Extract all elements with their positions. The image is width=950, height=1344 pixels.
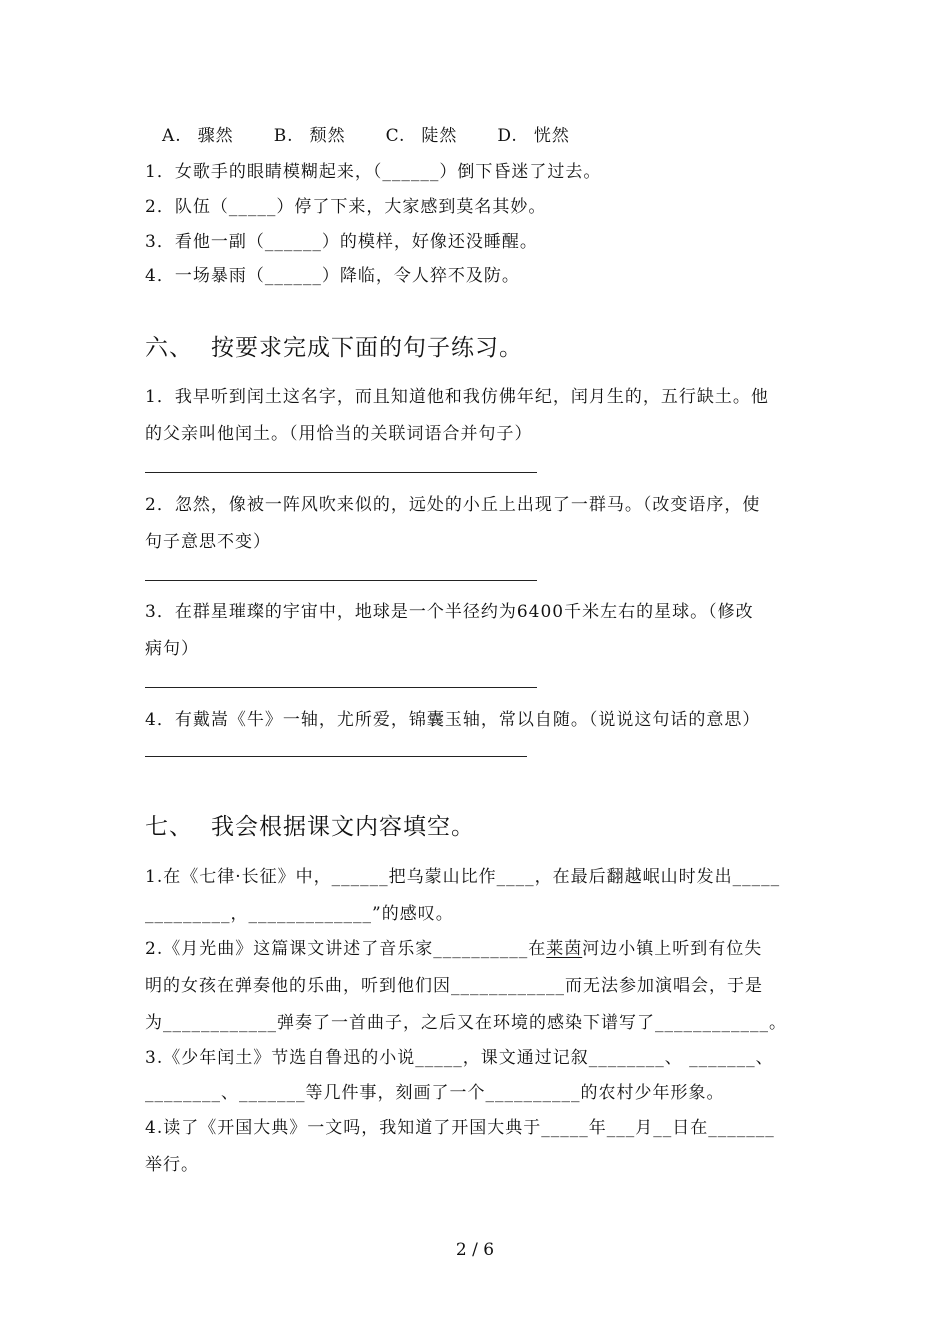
option-b: B. 颓然 xyxy=(273,126,346,146)
sec7-q4-line-1: 4.读了《开国大典》一文吗，我知道了开国大典于_____年___月__日在_______ xyxy=(145,1118,775,1138)
sec7-q2-line-1: 2.《月光曲》这篇课文讲述了音乐家__________在莱茵河边小镇上听到有位失 xyxy=(145,939,763,959)
sec7-q2-line-2: 明的女孩在弹奏他的乐曲，听到他们因____________而无法参加演唱会，于是 xyxy=(145,976,763,996)
sec6-q3-line-2: 病句） xyxy=(145,639,199,659)
sec6-q2-line-2: 句子意思不变） xyxy=(145,532,271,552)
sec7-q1-line-2: _________，_____________”的感叹。 xyxy=(145,904,454,924)
sec6-q3-line-1: 3．在群星璀璨的宇宙中，地球是一个半径约为6400千米左右的星球。（修改 xyxy=(145,602,754,622)
sec5-item-3: 3．看他一副（______）的模样，好像还没睡醒。 xyxy=(145,232,538,252)
sec5-item-1: 1．女歌手的眼睛模糊起来，（______）倒下昏迷了过去。 xyxy=(145,162,602,182)
sec7-q3-line-1: 3.《少年闰土》节选自鲁迅的小说_____，课文通过记叙________、 _______、 xyxy=(145,1048,774,1068)
answer-line-2[interactable] xyxy=(145,580,537,581)
answer-line-3[interactable] xyxy=(145,687,537,688)
sec6-q1-line-1: 1．我早听到闰土这名字，而且知道他和我仿佛年纪，闰月生的，五行缺土。他 xyxy=(145,387,769,407)
page-number: 2 / 6 xyxy=(455,1240,495,1260)
place-name-underlined: 莱茵 xyxy=(546,939,583,959)
sec7-q2-line-3: 为____________弹奏了一首曲子，之后又在环境的感染下谱写了____________。 xyxy=(145,1013,787,1033)
section-6-heading: 六、 按要求完成下面的句子练习。 xyxy=(145,335,523,361)
sec5-item-4: 4．一场暴雨（______）降临，令人猝不及防。 xyxy=(145,266,520,286)
section-7-heading: 七、 我会根据课文内容填空。 xyxy=(145,814,475,840)
options-row xyxy=(162,121,610,146)
sec6-q2-line-1: 2．忽然，像被一阵风吹来似的，远处的小丘上出现了一群马。（改变语序，使 xyxy=(145,495,761,515)
sec7-q3-line-2: ________、_______等几件事，刻画了一个__________的农村少年形象。 xyxy=(145,1083,725,1103)
sec7-q1-line-1: 1.在《七律·长征》中，______把乌蒙山比作____，在最后翻越岷山时发出_____ xyxy=(145,867,781,887)
option-d: D. 恍然 xyxy=(497,126,570,146)
option-a: A. 骤然 xyxy=(162,126,234,146)
sec7-q4-line-2: 举行。 xyxy=(145,1155,199,1175)
sec6-q1-line-2: 的父亲叫他闰土。（用恰当的关联词语合并句子） xyxy=(145,424,533,444)
sec6-q4-line-1: 4．有戴嵩《牛》一轴，尤所爱，锦囊玉轴，常以自随。（说说这句话的意思） xyxy=(145,710,761,730)
option-c: C. 陡然 xyxy=(385,126,458,146)
sec5-item-2: 2．队伍（_____）停了下来，大家感到莫名其妙。 xyxy=(145,197,547,217)
answer-line-1[interactable] xyxy=(145,472,537,473)
answer-line-4[interactable] xyxy=(145,756,527,757)
